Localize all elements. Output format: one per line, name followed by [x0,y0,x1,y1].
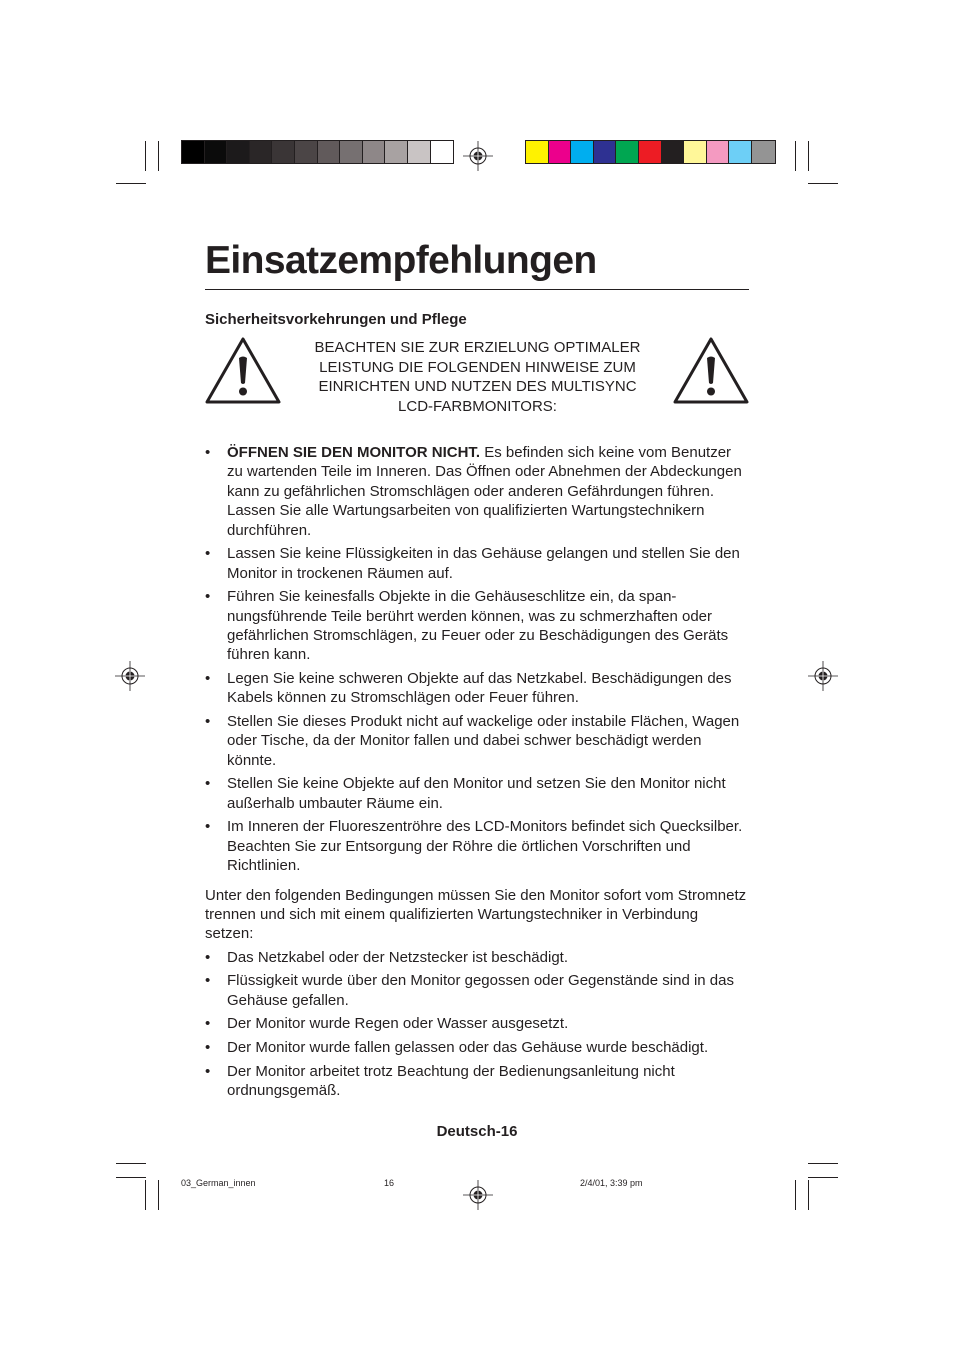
bullet: • [205,1039,211,1057]
color-swatch [250,141,273,163]
bullet: • [205,1062,211,1080]
color-swatch [662,141,685,163]
bullet: • [205,444,211,461]
crop-mark [145,1180,146,1210]
list-item [205,1062,750,1101]
list-item [205,669,750,708]
bullet: • [205,588,211,606]
item-text: Im Inneren der Fluoreszentröhre des LCD-Monitors befindet sich Quecksilber. Beachten Sie zur Entsorgung der Röhre die örtlichen Vorschriften und Richtlinien. [227,818,743,875]
list-item [205,971,750,1010]
crop-mark [158,141,159,171]
color-swatch [227,141,250,163]
item-text: Lassen Sie keine Flüssigkeiten in das Gehäuse gelangen und stellen Sie den Monitor in trockenen Räumen auf. [227,545,740,582]
page-number: Deutsch-16 [436,1123,518,1140]
bullet: • [205,670,211,688]
crop-mark [808,1180,809,1210]
list-item [205,544,750,583]
item-text: Das Netzkabel oder der Netzstecker ist beschädigt. [227,948,568,966]
item-text: Es befinden sich keine vom Benutzer zu wartenden Teile im Inneren. Das Öffnen oder Abnehmen der Abdeckungen kann zu gefährlichen Stromschlägen oder anderen Gefährdungen führen. Lassen Sie alle Wartungsarbeiten von qualifizierten Wartungstechnikern durchführen. [227,444,742,539]
crop-mark [116,1177,146,1178]
crop-mark [795,141,796,171]
section-heading: Sicherheitsvorkehrungen und Pflege [205,311,467,328]
warning-line: BEACHTEN SIE ZUR ERZIELUNG OPTIMALER [314,339,641,356]
registration-mark-icon [463,1180,493,1210]
color-swatch [526,141,549,163]
crop-mark [808,183,838,184]
bullet: • [205,545,211,563]
item-text: Stellen Sie keine Objekte auf den Monitor und setzen Sie den Monitor nicht außerhalb umbauter Räume ein. [227,775,726,812]
crop-mark [145,141,146,171]
color-swatch [318,141,341,163]
list-item [205,443,750,540]
color-swatch [616,141,639,163]
warning-line: LCD-FARBMONITORS: [398,397,557,415]
crop-mark [116,1163,146,1164]
item-text: Der Monitor wurde Regen oder Wasser ausgesetzt. [227,1015,569,1033]
title-divider [205,289,749,290]
bullet: • [205,818,211,836]
color-swatch [340,141,363,163]
registration-mark-icon [808,661,838,691]
list-item [205,948,750,967]
item-text: Führen Sie keinesfalls Objekte in die Gehäuseschlitze ein, da span-nungsführende Teile berührt werden können, was zu schmerzhaften oder gefährlichen Stromschlägen, zu Feuer oder zu Beschädigungen des Geräts führen kann. [227,588,729,664]
crop-mark [808,1163,838,1164]
process-color-bar [525,140,776,164]
page-body [205,443,750,1105]
item-text: Der Monitor arbeitet trotz Beachtung der Bedienungsanleitung nicht ordnungsgemäß. [227,1062,675,1100]
list-item [205,1038,750,1057]
color-swatch [182,141,205,163]
disconnect-paragraph: Unter den folgenden Bedingungen müssen Sie den Monitor sofort vom Stromnetz trennen und sich mit einem qualifizierten Wartungstechniker in Verbindung setzen: [205,886,747,943]
crop-mark [795,1180,796,1210]
slug-page: 16 [384,1178,395,1188]
warning-triangle-icon [672,336,750,406]
slug-date: 2/4/01, 3:39 pm [580,1178,643,1188]
item-text: Der Monitor wurde fallen gelassen oder das Gehäuse wurde beschädigt. [227,1039,709,1057]
color-swatch [272,141,295,163]
bullet: • [205,948,211,966]
color-swatch [594,141,617,163]
color-swatch [385,141,408,163]
bullet: • [205,972,211,990]
list-item [205,774,750,813]
color-swatch [408,141,431,163]
registration-mark-icon [115,661,145,691]
color-swatch [571,141,594,163]
color-swatch [752,141,775,163]
crop-mark [116,183,146,184]
bold-lead: ÖFFNEN SIE DEN MONITOR NICHT. [227,444,481,461]
disconnect-list [205,948,750,1101]
item-text: Stellen Sie dieses Produkt nicht auf wackelige oder instabile Flächen, Wagen oder Tische, da der Monitor fallen und dabei schwer beschädigt werden könnte. [227,713,740,769]
crop-mark [158,1180,159,1210]
color-swatch [729,141,752,163]
warning-line: LEISTUNG DIE FOLGENDEN HINWEISE ZUM [319,358,636,376]
warning-line: EINRICHTEN UND NUTZEN DES MULTISYNC [318,378,637,395]
bullet: • [205,713,211,731]
color-swatch [295,141,318,163]
item-text: Flüssigkeit wurde über den Monitor gegossen oder Gegenstände sind in das Gehäuse gefallen. [227,972,734,1009]
crop-mark [808,141,809,171]
list-item [205,712,750,770]
warning-notice [295,338,660,416]
color-swatch [431,141,454,163]
item-text: Legen Sie keine schweren Objekte auf das Netzkabel. Beschädigungen des Kabels können zu Stromschlägen oder Feuer führen. [227,670,732,707]
page-title: Einsatzempfehlungen [205,239,597,282]
registration-mark-icon [463,141,493,171]
crop-mark [808,1177,838,1178]
slug-filename: 03_German_innen [181,1178,256,1188]
bullet: • [205,775,211,793]
safety-list [205,443,750,876]
color-swatch [707,141,730,163]
color-swatch [363,141,386,163]
color-swatch [684,141,707,163]
color-swatch [205,141,228,163]
list-item [205,817,750,875]
list-item [205,1014,750,1033]
grayscale-color-bar [181,140,454,164]
color-swatch [549,141,572,163]
warning-triangle-icon [204,336,282,406]
bullet: • [205,1015,211,1033]
list-item [205,587,750,665]
color-swatch [639,141,662,163]
